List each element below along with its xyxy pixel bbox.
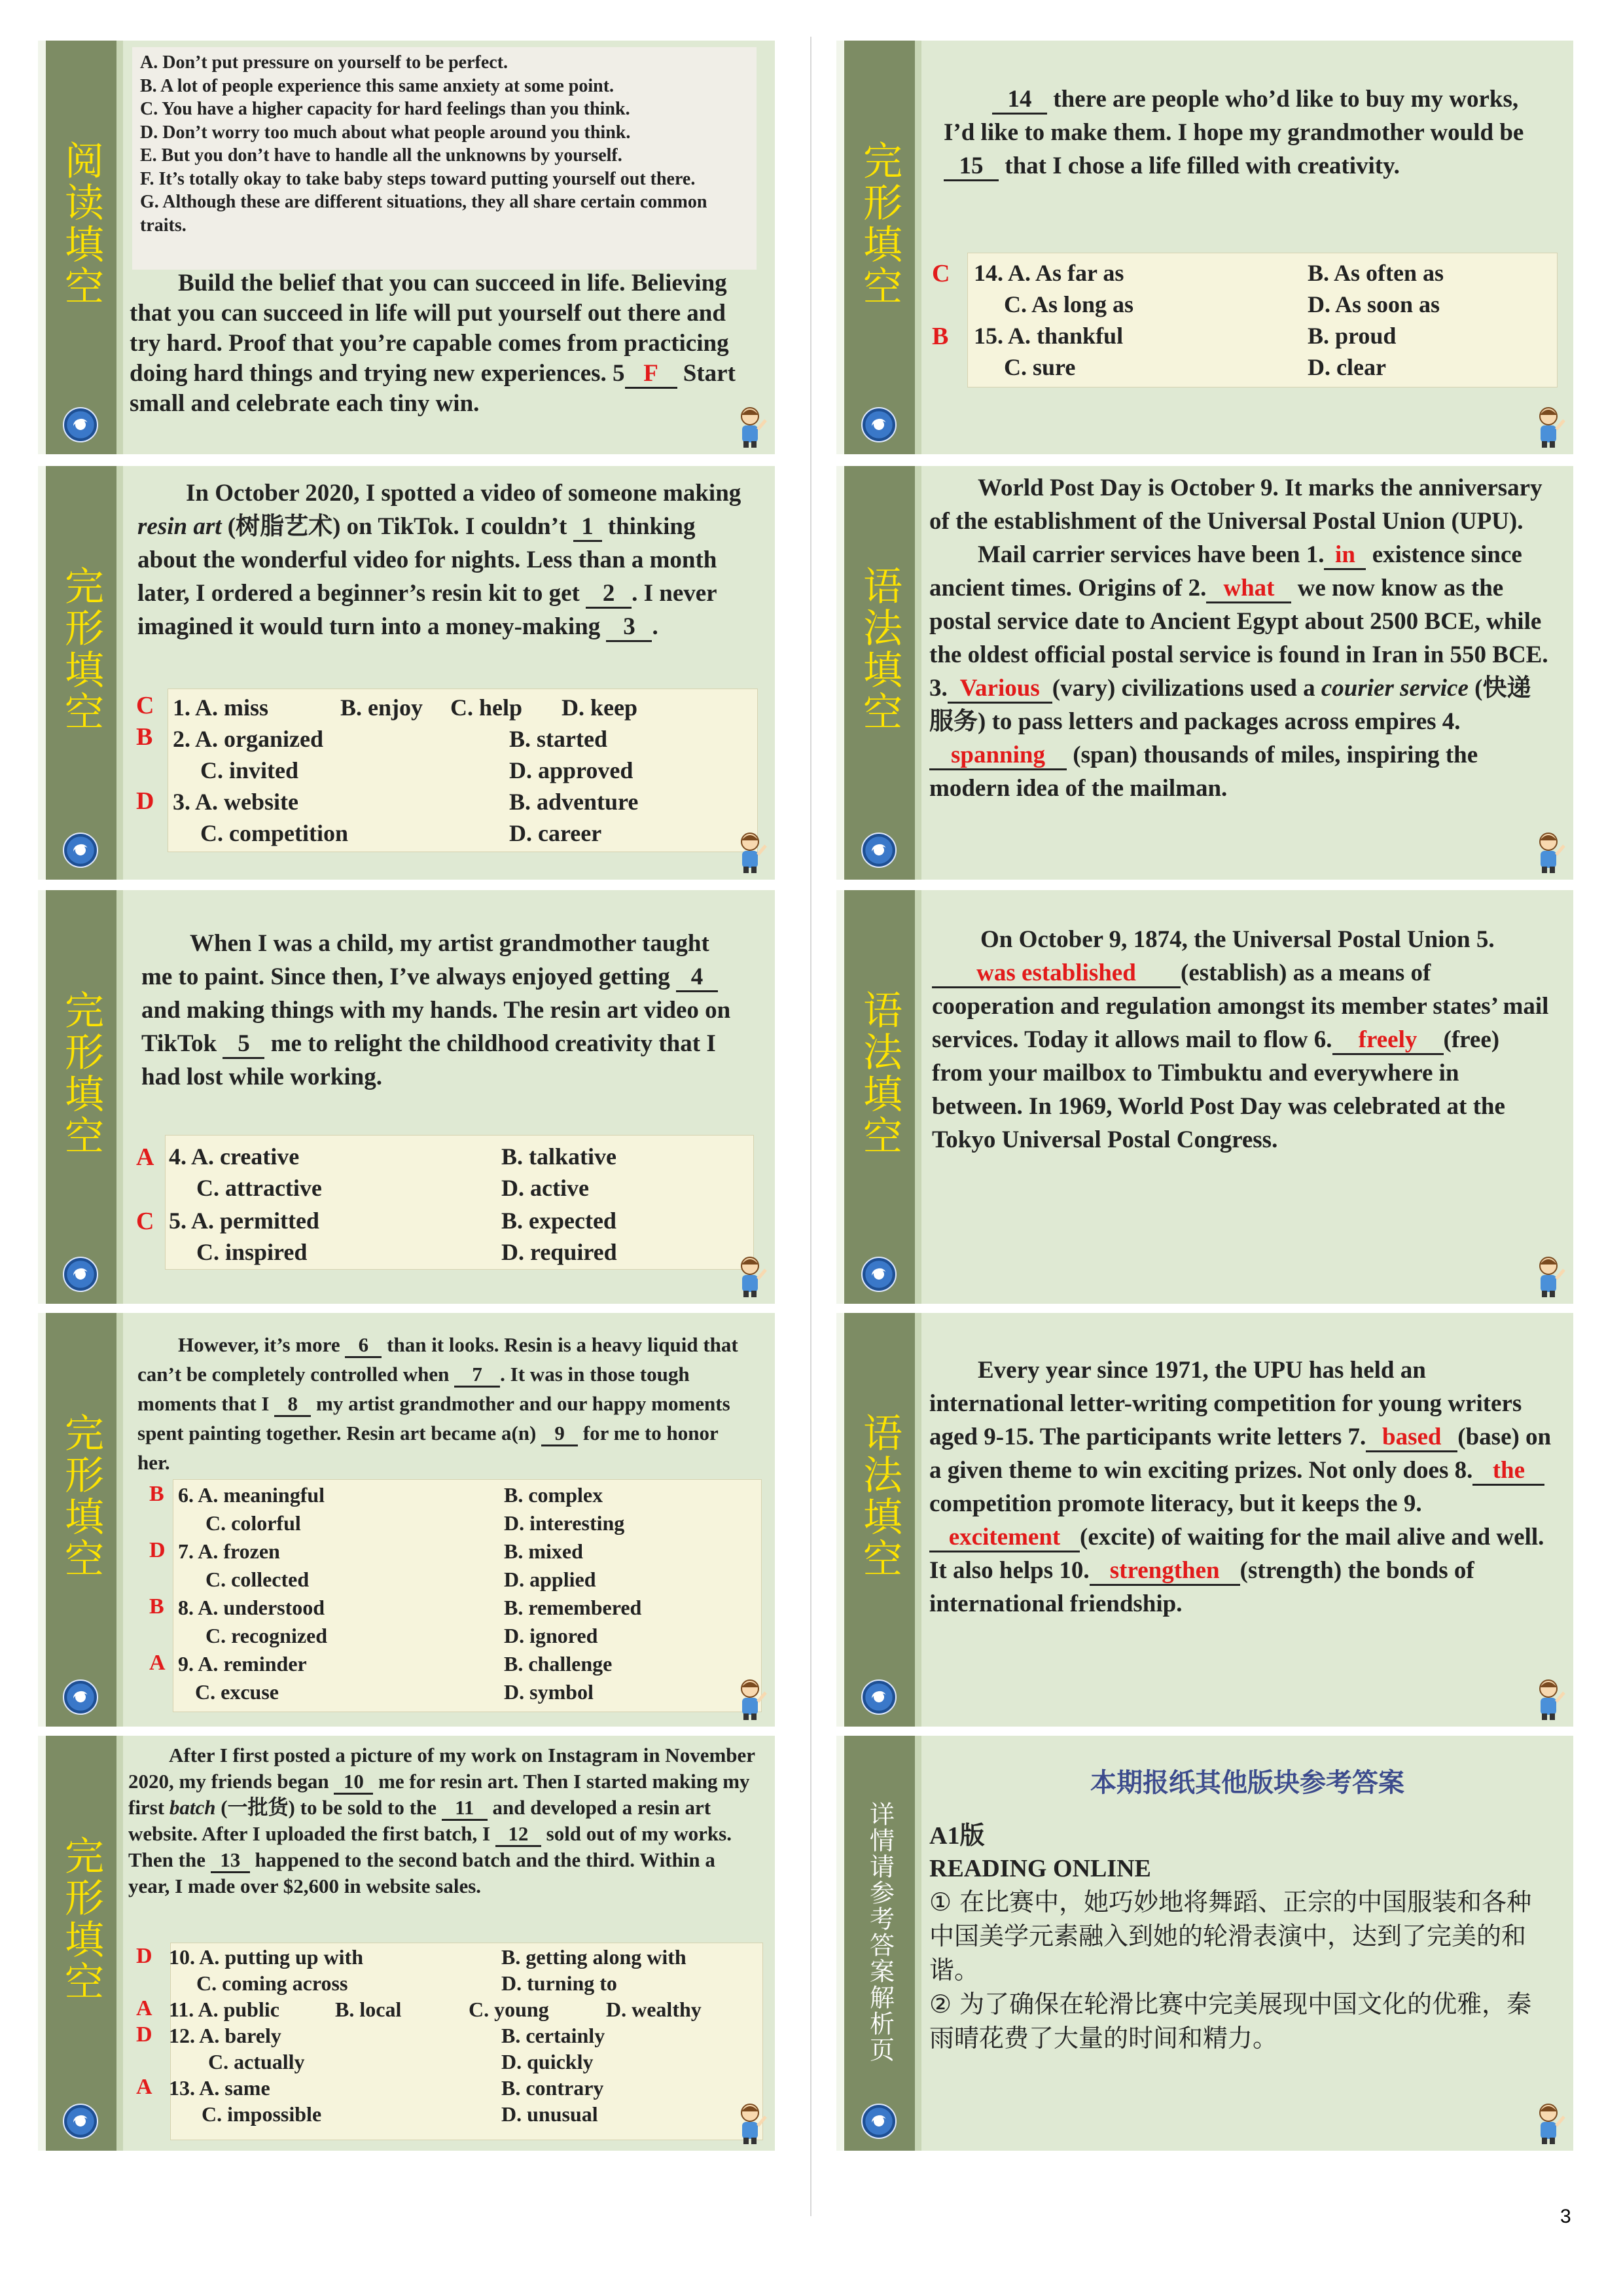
slide-cloze-4 bbox=[38, 1736, 775, 2151]
question-2-cont: C. invited D. approved bbox=[200, 757, 633, 783]
answer-5: F bbox=[625, 361, 677, 389]
slide-grammar-1 bbox=[836, 466, 1573, 880]
question-14: 14. A. As far as B. As often as bbox=[974, 260, 1444, 286]
options-list bbox=[132, 47, 757, 270]
passage: When I was a child, my artist grandmother taught me to paint. Since then, I’ve always enjoyed getting 4 and making things with my hands. The resin art video on TikTok 5 me to relight the childhood creativity that I had lost while working. bbox=[141, 930, 731, 1090]
student-cartoon-icon bbox=[1533, 403, 1567, 449]
answer-g6: freely bbox=[1332, 1028, 1444, 1055]
option-c: C. You have a higher capacity for hard feelings than you think. bbox=[140, 99, 630, 119]
student-cartoon-icon bbox=[1533, 1676, 1567, 1721]
question-3: 3. A. website B. adventure bbox=[173, 789, 639, 815]
blank-13: 13 bbox=[211, 1850, 250, 1873]
passage-text: Build the belief that you can succeed in life. Believing that you can succeed in life will put yourself out there and try hard. Proof that you’re capable comes from practicing doing hard things and trying new experiences. 5 bbox=[130, 270, 729, 387]
slide-sidebar bbox=[46, 890, 123, 1304]
passage: In October 2020, I spotted a video of someone making resin art (树脂艺术) on TikTok. I couldn’t 1 thinking about the wonderful video for nights. Less than a month later, I ordered a beginner’s resin kit to get 2 . I never imagined it would turn into a money-making 3 . bbox=[137, 476, 742, 643]
answer-1: C bbox=[136, 692, 154, 719]
answer-g9: excitement bbox=[929, 1525, 1080, 1552]
slide-grammar-2 bbox=[836, 890, 1573, 1304]
question-6: 6. A. meaningful B. complex bbox=[178, 1483, 603, 1507]
slide-sidebar bbox=[844, 41, 921, 454]
slide-sidebar bbox=[46, 1736, 123, 2151]
school-logo-icon bbox=[63, 407, 98, 442]
slide-sidebar bbox=[844, 1736, 921, 2151]
page-number: 3 bbox=[1560, 2206, 1571, 2227]
question-4-cont: C. attractive D. active bbox=[196, 1175, 589, 1201]
school-logo-icon bbox=[861, 2104, 897, 2139]
slide-label: 完形填空 bbox=[58, 565, 104, 733]
question-8-cont: C. recognized D. ignored bbox=[205, 1624, 598, 1647]
slide-label: 语法填空 bbox=[857, 990, 902, 1157]
passage bbox=[130, 268, 737, 419]
passage: World Post Day is October 9. It marks the anniversary of the establishment of the Universal Postal Union (UPU). Mail carrier services have been 1. in existence since ancient times. Origins of 2. what we now know as the postal service date to Ancient Egypt about 2500 BCE, while the oldest official postal service is found in Iran in 550 BCE. 3. Various (vary) civilizations used a courier service (快递服务) to pass letters and packages across empires 4.spanning (span) thousands of miles, inspiring the modern idea of the mailman. bbox=[929, 475, 1548, 802]
option-d: D. Don’t worry too much about what people around you think. bbox=[140, 122, 631, 143]
question-8: 8. A. understood B. remembered bbox=[178, 1596, 642, 1619]
blank-6: 6 bbox=[345, 1335, 382, 1358]
slide-label: 完形填空 bbox=[857, 140, 902, 308]
question-12-cont: C. actually D. quickly bbox=[208, 2050, 594, 2073]
answer-3: D bbox=[136, 787, 154, 815]
answer-15: B bbox=[932, 323, 949, 350]
student-cartoon-icon bbox=[734, 2100, 768, 2145]
option-f: F. It’s totally okay to take baby steps toward putting yourself out there. bbox=[140, 168, 696, 189]
student-cartoon-icon bbox=[734, 1253, 768, 1299]
answers-body bbox=[929, 1820, 1547, 2055]
answers-subsection: READING ONLINE bbox=[929, 1855, 1151, 1882]
blank-4: 4 bbox=[676, 965, 718, 992]
school-logo-icon bbox=[861, 1679, 897, 1715]
answer-9: A bbox=[149, 1651, 166, 1675]
answer-4: A bbox=[136, 1143, 154, 1171]
answer-13: A bbox=[136, 2075, 152, 2099]
student-cartoon-icon bbox=[734, 829, 768, 874]
blank-8: 8 bbox=[274, 1393, 311, 1417]
answer-g2: what bbox=[1206, 576, 1291, 603]
blank-10: 10 bbox=[334, 1771, 373, 1795]
blank-7: 7 bbox=[454, 1364, 500, 1388]
answer-8: B bbox=[149, 1594, 164, 1619]
slide-answer-key bbox=[836, 1736, 1573, 2151]
question-9: 9. A. reminder B. challenge bbox=[178, 1652, 613, 1676]
slide-label: 完形填空 bbox=[58, 1835, 104, 2003]
question-5-cont: C. inspired D. required bbox=[196, 1239, 617, 1265]
answers-heading: 本期报纸其他版块参考答案 bbox=[1090, 1768, 1404, 1798]
blank-1: 1 bbox=[573, 514, 602, 542]
answer-10: D bbox=[136, 1944, 152, 1968]
school-logo-icon bbox=[63, 833, 98, 868]
slide-label: 语法填空 bbox=[857, 1412, 902, 1580]
question-9-cont: C. excuse D. symbol bbox=[195, 1680, 594, 1704]
question-13: 13. A. same B. contrary bbox=[169, 2076, 604, 2100]
blank-14: 14 bbox=[992, 87, 1047, 115]
slide-sidebar bbox=[46, 466, 123, 880]
answer-g3: Various bbox=[948, 676, 1052, 704]
slide-cloze-5 bbox=[836, 41, 1573, 454]
student-cartoon-icon bbox=[1533, 1253, 1567, 1299]
answers-item-2: ② 为了确保在轮滑比赛中完美展现中国文化的优雅，秦雨晴花费了大量的时间和精力。 bbox=[929, 1990, 1532, 2053]
blank-12: 12 bbox=[495, 1823, 541, 1847]
answer-14: C bbox=[932, 260, 950, 287]
answer-12: D bbox=[136, 2022, 152, 2047]
passage: After I first posted a picture of my work on Instagram in November 2020, my friends began 10 me for resin art. Then I started making my first batch (一批货) to be sold to the 11 and developed a resin art website. After I uploaded the first batch, I 12 sold out of my works. Then the 13 happened to the second batch and the third. Within a year, I made over $2,600 in website sales. bbox=[128, 1744, 755, 1897]
slide-cloze-2 bbox=[38, 890, 775, 1304]
option-a: A. Don’t put pressure on yourself to be perfect. bbox=[140, 52, 508, 73]
answers-section: A1版 bbox=[929, 1822, 985, 1850]
question-2: 2. A. organized B. started bbox=[173, 726, 607, 752]
question-11: 11. A. public B. local C. young D. wealthy bbox=[169, 1998, 702, 2021]
option-b: B. A lot of people experience this same anxiety at some point. bbox=[140, 75, 615, 96]
passage: Every year since 1971, the UPU has held an international letter-writing competition for young writers aged 9-15. The participants write letters 7. based (base) on a given theme to win exciting prizes. Not only does 8. the competition promote literacy, but it keeps the 9.excitement (excite) of waiting for the mail alive and well. It also helps 10. strengthen (strength) the bonds of international friendship. bbox=[929, 1357, 1552, 1617]
school-logo-icon bbox=[861, 1257, 897, 1292]
answer-7: D bbox=[149, 1538, 166, 1562]
school-logo-icon bbox=[63, 2104, 98, 2139]
option-g: G. Although these are different situations, they all share certain common traits. bbox=[140, 192, 707, 236]
passage: However, it’s more 6 than it looks. Resin is a heavy liquid that can’t be completely controlled when 7 . It was in those tough moments that I 8 my artist grandmother and our happy moments spent painting together. Resin art became a(n) 9 for me to honor her. bbox=[137, 1333, 738, 1474]
slide-label: 阅读填空 bbox=[58, 140, 104, 308]
student-cartoon-icon bbox=[734, 403, 768, 449]
passage-text-end: Start small and celebrate each tiny win. bbox=[130, 360, 736, 417]
slide-sidebar bbox=[46, 1313, 123, 1727]
answers-item-1: ① 在比赛中，她巧妙地将舞蹈、正宗的中国服装和各种中国美学元素融入到她的轮滑表演中，达到了完美的和谐。 bbox=[929, 1888, 1532, 1984]
passage: On October 9, 1874, the Universal Postal Union 5.was established (establish) as a means of cooperation and regulation amongst its member states’ mail services. Today it allows mail to flow 6. freely (free) from your mailbox to Timbuktu and everywhere in between. In 1969, World Post Day was celebrated at the Tokyo Universal Postal Congress. bbox=[932, 926, 1549, 1153]
question-10-cont: C. coming across D. turning to bbox=[196, 1971, 617, 1995]
slide-sidebar bbox=[844, 466, 921, 880]
school-logo-icon bbox=[63, 1257, 98, 1292]
blank-9: 9 bbox=[541, 1423, 578, 1446]
answer-6: B bbox=[149, 1482, 164, 1506]
student-cartoon-icon bbox=[1533, 2100, 1567, 2145]
student-cartoon-icon bbox=[1533, 829, 1567, 874]
slide-sidebar bbox=[46, 41, 123, 454]
blank-3: 3 bbox=[606, 615, 652, 642]
answer-2: B bbox=[136, 723, 153, 751]
school-logo-icon bbox=[861, 833, 897, 868]
question-7: 7. A. frozen B. mixed bbox=[178, 1539, 583, 1563]
question-1: 1. A. miss B. enjoy C. help D. keep bbox=[173, 694, 637, 721]
answer-g1: in bbox=[1324, 543, 1366, 570]
slide-label: 完形填空 bbox=[58, 1412, 104, 1580]
slide-label: 详情请参考答案解析页 bbox=[865, 1801, 895, 2063]
blank-15: 15 bbox=[944, 154, 999, 181]
question-10: 10. A. putting up with B. getting along with bbox=[169, 1945, 687, 1969]
answer-5: C bbox=[136, 1208, 154, 1235]
question-14-cont: C. As long as D. As soon as bbox=[1004, 291, 1440, 317]
passage: 14 there are people who’d like to buy my works, I’d like to make them. I hope my grandmother would be 15 that I chose a life filled with creativity. bbox=[944, 82, 1537, 183]
answer-g5: was established bbox=[932, 961, 1181, 988]
option-e: E. But you don’t have to handle all the unknowns by yourself. bbox=[140, 145, 622, 166]
question-4: 4. A. creative B. talkative bbox=[169, 1143, 616, 1170]
slide-cloze-1 bbox=[38, 466, 775, 880]
student-cartoon-icon bbox=[734, 1676, 768, 1721]
blank-2: 2 bbox=[586, 581, 632, 609]
question-15-cont: C. sure D. clear bbox=[1004, 354, 1386, 380]
slide-reading-fill bbox=[38, 41, 775, 454]
answer-11: A bbox=[136, 1996, 152, 2020]
slide-label: 完形填空 bbox=[58, 990, 104, 1157]
school-logo-icon bbox=[63, 1679, 98, 1715]
question-15: 15. A. thankful B. proud bbox=[974, 323, 1397, 349]
answer-g8: the bbox=[1472, 1458, 1544, 1486]
slide-sidebar bbox=[844, 890, 921, 1304]
page-divider bbox=[810, 37, 812, 2216]
slide-sidebar bbox=[844, 1313, 921, 1727]
answer-g10: strengthen bbox=[1090, 1558, 1240, 1586]
blank-5: 5 bbox=[223, 1031, 264, 1059]
question-13-cont: C. impossible D. unusual bbox=[202, 2102, 598, 2126]
answer-g4: spanning bbox=[929, 743, 1067, 770]
question-7-cont: C. collected D. applied bbox=[205, 1568, 596, 1591]
slide-label: 语法填空 bbox=[857, 565, 902, 733]
slide-cloze-3 bbox=[38, 1313, 775, 1727]
slide-grammar-3 bbox=[836, 1313, 1573, 1727]
question-6-cont: C. colorful D. interesting bbox=[205, 1511, 625, 1535]
blank-11: 11 bbox=[442, 1797, 488, 1821]
question-12: 12. A. barely B. certainly bbox=[169, 2024, 605, 2047]
school-logo-icon bbox=[861, 407, 897, 442]
answer-g7: based bbox=[1366, 1425, 1457, 1452]
question-5: 5. A. permitted B. expected bbox=[169, 1208, 616, 1234]
question-3-cont: C. competition D. career bbox=[200, 820, 602, 846]
